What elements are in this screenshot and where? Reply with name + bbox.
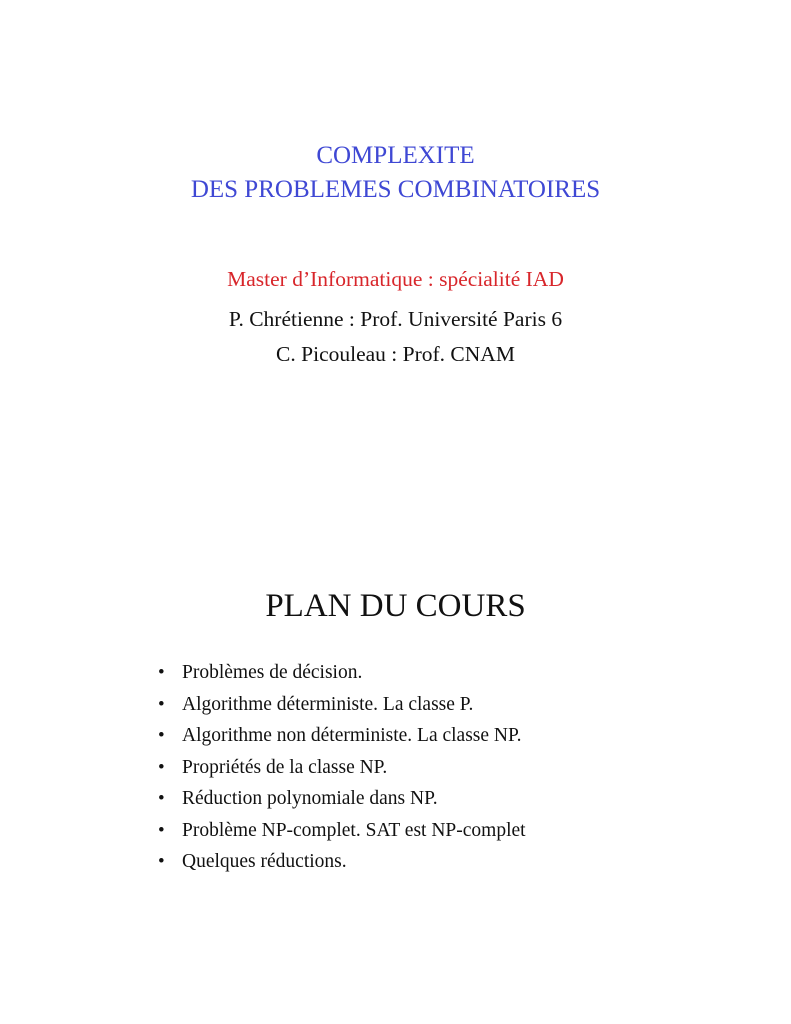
plan-list-item: [158, 720, 526, 752]
plan-list: [158, 657, 526, 878]
program-subtitle: Master d’Informatique : spécialité IAD: [227, 267, 564, 291]
plan-list-item: [158, 846, 526, 878]
plan-list-item: [158, 657, 526, 689]
plan-heading: PLAN DU COURS: [265, 588, 526, 624]
author-line: P. Chrétienne : Prof. Université Paris 6: [228, 307, 563, 331]
plan-list-item: [158, 752, 526, 784]
course-title-line-1: COMPLEXITE: [316, 142, 475, 169]
course-title-line-2: DES PROBLEMES COMBINATOIRES: [190, 176, 601, 203]
bullet-icon: •: [158, 662, 165, 683]
author-line: C. Picouleau : Prof. CNAM: [276, 342, 515, 366]
plan-list-item: [158, 689, 526, 721]
plan-item-text: Réduction polynomiale dans NP.: [182, 788, 438, 809]
plan-list-item: [158, 783, 526, 815]
plan-item-text: Algorithme déterministe. La classe P.: [182, 693, 474, 715]
bullet-icon: •: [158, 725, 165, 746]
plan-list-item: [158, 815, 526, 847]
plan-item-text: Algorithme non déterministe. La classe NP.: [182, 725, 522, 746]
bullet-icon: •: [158, 788, 165, 809]
plan-item-text: Problème NP-complet. SAT est NP-complet: [182, 819, 526, 841]
bullet-icon: •: [158, 851, 165, 872]
bullet-icon: •: [158, 819, 165, 841]
authors-block: [0, 302, 791, 372]
plan-item-text: Propriétés de la classe NP.: [182, 756, 388, 778]
bullet-icon: •: [158, 693, 165, 715]
plan-item-text: Problèmes de décision.: [182, 662, 363, 683]
course-title: [0, 139, 791, 207]
plan-item-text: Quelques réductions.: [182, 851, 347, 872]
bullet-icon: •: [158, 756, 165, 778]
